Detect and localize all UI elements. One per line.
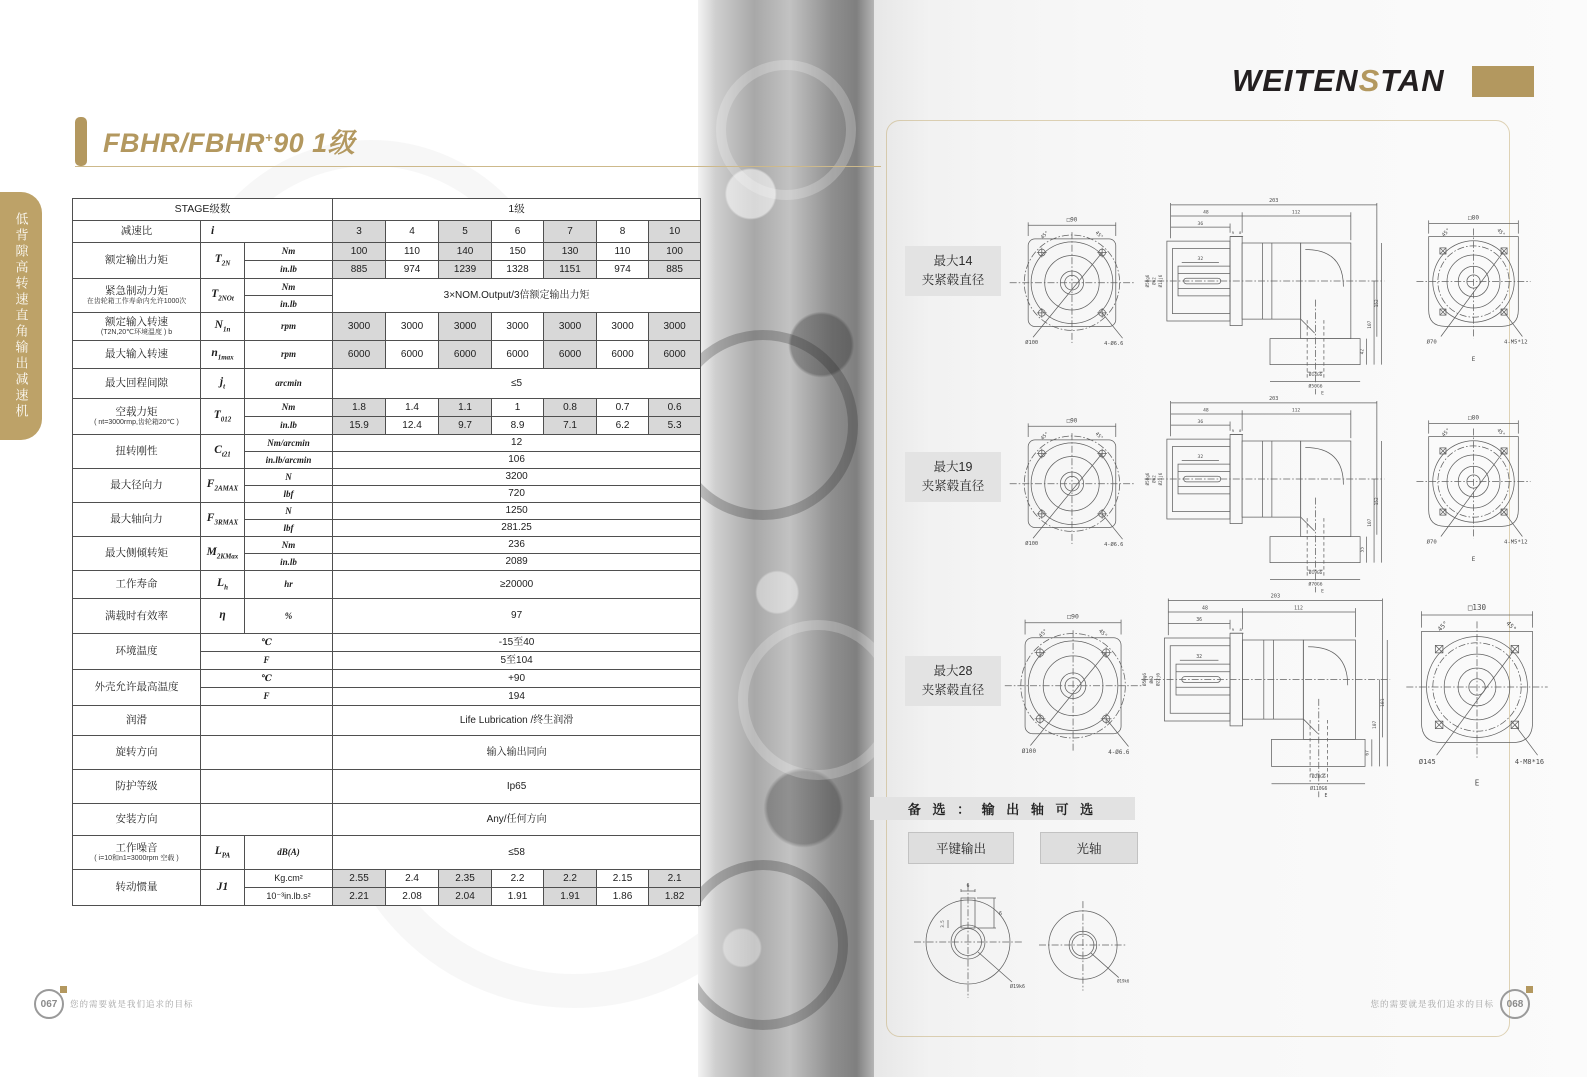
svg-text:45°: 45° [1495,427,1507,439]
row-unit: ℃ [201,634,333,652]
clamp-size-label [905,246,1001,296]
row-unit: lbf [245,486,333,503]
data-value: 2.21 [333,888,386,906]
svg-text:E: E [1321,589,1324,595]
data-value: 0.7 [597,399,649,417]
row-unit: Kg.cm² [245,870,333,888]
row-unit: in.lb [245,261,333,279]
svg-text:36: 36 [1197,419,1204,425]
span-value: Life Lubrication /终生润滑 [333,706,701,736]
data-value: 9.7 [439,417,492,435]
data-value: 6000 [492,341,544,369]
clamp-size-label [905,452,1001,502]
row-unit: in.lb [245,417,333,435]
svg-text:8: 8 [1239,429,1242,434]
row-label-text: 旋转方向 [115,746,158,759]
svg-text:36: 36 [1197,221,1204,227]
row-label-note: ( nt=3000rmp,齿轮箱20℃ ) [94,419,179,426]
data-value: 1328 [492,261,544,279]
span-value: Ip65 [333,770,701,804]
page-number-right: 068 [1500,989,1530,1019]
span-value: +90 [333,670,701,688]
svg-text:45°: 45° [1504,620,1518,634]
row-label-text: 额定输入转速 [105,315,168,328]
svg-text:Ø50g6: Ø50g6 [1143,673,1149,687]
row-label-text: 空载力矩 [115,405,158,418]
data-value: 974 [386,261,439,279]
data-value: 0.6 [649,399,701,417]
span-value: 106 [333,452,701,469]
svg-text:E: E [1471,355,1476,363]
ratio-value: 4 [386,221,439,243]
span-value: 12 [333,435,701,452]
svg-text:45°: 45° [1038,628,1050,640]
clamp-size-line1: 最大14 [933,253,973,268]
row-label-note: 在齿轮箱工作寿命内允许1000次 [86,298,187,305]
svg-text:4-Ø6.6: 4-Ø6.6 [1104,541,1124,548]
plain-shaft-drawing [1026,880,1148,995]
data-value: 1.1 [439,399,492,417]
svg-text:45°: 45° [1039,431,1051,442]
row-symbol: $j_t$ [201,369,245,399]
data-value: 3000 [386,313,439,341]
rear-view-drawing [1376,586,1578,798]
data-value: 6000 [333,341,386,369]
svg-text:□90: □90 [1066,418,1078,425]
data-value: 885 [333,261,386,279]
ratio-value: 6 [492,221,544,243]
svg-text:42: 42 [1360,348,1366,355]
svg-text:Ø62: Ø62 [1151,277,1157,285]
row-label-text: 工作噪音 [115,841,158,854]
ratio-symbol: i [201,221,333,243]
svg-text:9: 9 [1231,231,1234,236]
data-value: 1.8 [333,399,386,417]
span-value: ≤5 [333,369,701,399]
row-unit: lbf [245,520,333,537]
svg-text:67: 67 [1365,750,1371,756]
row-symbol: J1 [201,870,245,906]
row-symbol: $N_{1n}$ [201,313,245,341]
span-value: ≤58 [333,836,701,870]
svg-text:107: 107 [1367,518,1373,527]
clamp-size-line1: 最大19 [933,459,973,474]
span-value: Any/任何方向 [333,804,701,836]
row-label-text: 润滑 [126,714,147,727]
clamp-size-label [905,656,1001,706]
span-value: ≥20000 [333,571,701,599]
svg-text:45°: 45° [1039,230,1051,241]
footer-gold-dot [1526,986,1533,993]
data-value: 100 [649,243,701,261]
clamp-size-line2: 夹紧毂直径 [921,479,985,493]
data-value: 1.82 [649,888,701,906]
svg-text:32: 32 [1196,654,1203,660]
data-value: 7.1 [544,417,597,435]
footer-slogan-right: 您的需要就是我们追求的目标 [1370,999,1494,1009]
svg-text:Ø100: Ø100 [1025,541,1039,548]
data-value: 2.08 [386,888,439,906]
svg-text:E: E [1321,391,1324,397]
data-value: 110 [386,243,439,261]
page-title-sup: + [264,130,274,145]
span-value: 1250 [333,503,701,520]
row-unit: N [245,469,333,486]
svg-text:32: 32 [1197,257,1204,263]
row-unit: ℃ [201,670,333,688]
front-view-drawing [998,199,1144,350]
svg-text:3.5: 3.5 [940,920,945,928]
svg-text:8: 8 [1239,626,1242,632]
svg-text:Ø19k6: Ø19k6 [1117,978,1130,984]
row-unit: 10⁻³in.lb.s² [245,888,333,906]
data-value: 6000 [386,341,439,369]
svg-text:32: 32 [1197,455,1204,461]
logo-part2: TAN [1380,63,1445,98]
ratio-value: 10 [649,221,701,243]
svg-text:203: 203 [1269,198,1279,205]
rear-view-drawing [1392,400,1555,571]
svg-text:Ø28G6: Ø28G6 [1311,774,1326,780]
data-value: 6000 [649,341,701,369]
svg-text:□90: □90 [1067,612,1079,621]
output-shaft-options-header: 备 选 ： 输 出 轴 可 选 [870,797,1135,820]
page-title-rest: 90 1级 [273,128,356,158]
data-value: 110 [597,243,649,261]
svg-text:45°: 45° [1495,227,1507,239]
span-value: 3200 [333,469,701,486]
data-value: 3000 [492,313,544,341]
svg-text:E: E [1324,794,1328,800]
data-value: 150 [492,243,544,261]
svg-text:4-Ø6.6: 4-Ø6.6 [1108,749,1130,756]
row-symbol: η [201,599,245,634]
data-value: 2.15 [597,870,649,888]
side-section-drawing [1126,388,1388,594]
row-label-note: ( i=10和n1=3000rpm 空载 ) [94,855,179,862]
svg-text:Ø14j6: Ø14j6 [1158,274,1164,288]
svg-text:Ø21j6: Ø21j6 [1158,472,1164,486]
svg-text:203: 203 [1269,396,1279,403]
ratio-value: 8 [597,221,649,243]
ratio-value: 3 [333,221,386,243]
svg-text:Ø100: Ø100 [1021,748,1036,755]
row-unit: N [245,503,333,520]
stage-value-header: 1级 [333,199,701,221]
row-label-text: 满载时有效率 [105,609,168,622]
data-value: 3000 [439,313,492,341]
row-unit: in.lb [245,554,333,571]
row-label-text: 最大回程间隙 [105,377,168,390]
row-symbol: $F_{3RMAX}$ [201,503,245,537]
row-label-text: 最大轴向力 [110,513,163,526]
data-value: 6000 [544,341,597,369]
row-unit: Nm [245,399,333,417]
row-symbol: $T_{2NOt}$ [201,279,245,313]
svg-text:Ø50G6: Ø50G6 [1308,384,1323,390]
row-symbol: $F_{2AMAX}$ [201,469,245,503]
ratio-value: 5 [439,221,492,243]
svg-text:112: 112 [1291,408,1301,414]
svg-text:112: 112 [1291,210,1301,216]
svg-text:45°: 45° [1093,431,1105,442]
svg-text:8: 8 [1239,231,1242,236]
stage-header: STAGE级数 [73,199,333,221]
svg-text:45°: 45° [1097,628,1109,640]
svg-text:Ø70: Ø70 [1426,339,1437,346]
data-value: 6000 [597,341,649,369]
side-section-drawing [1122,585,1394,799]
svg-text:□80: □80 [1467,214,1480,222]
svg-text:E: E [1474,778,1480,788]
row-symbol: $L_h$ [201,571,245,599]
footer-left [34,989,194,1019]
row-label-text: 安装方向 [115,813,158,826]
span-value: 5至104 [333,652,701,670]
row-label-text: 最大径向力 [110,479,163,492]
footer-slogan-left: 您的需要就是我们追求的目标 [70,999,194,1009]
svg-text:Ø110G6: Ø110G6 [1310,786,1328,792]
data-value: 885 [649,261,701,279]
svg-text:152: 152 [1375,299,1381,308]
data-value: 2.1 [649,870,701,888]
svg-text:203: 203 [1270,593,1281,600]
svg-text:4-M5*12: 4-M5*12 [1504,339,1528,346]
svg-text:Ø145: Ø145 [1418,758,1436,767]
clamp-size-line2: 夹紧毂直径 [921,273,985,287]
data-value: 2.55 [333,870,386,888]
row-symbol: $L_{PA}$ [201,836,245,870]
data-value: 3000 [597,313,649,341]
span-value: 720 [333,486,701,503]
row-unit: rpm [245,341,333,369]
svg-text:6: 6 [966,883,970,889]
row-label-text: 外壳允许最高温度 [94,681,179,694]
data-value: 1.4 [386,399,439,417]
data-value: 5.3 [649,417,701,435]
data-value: 3000 [333,313,386,341]
data-value: 3000 [649,313,701,341]
row-unit: in.lb [245,296,333,313]
svg-text:107: 107 [1373,720,1379,730]
svg-text:4-M5*12: 4-M5*12 [1504,539,1528,546]
row-label-text: 转动惯量 [115,881,158,894]
clamp-size-line2: 夹紧毂直径 [921,683,985,697]
data-value: 2.35 [439,870,492,888]
svg-text:9: 9 [1231,429,1234,434]
row-label-text: 工作寿命 [115,578,158,591]
svg-text:Ø70G6: Ø70G6 [1308,582,1323,588]
svg-text:48: 48 [1203,210,1209,216]
ratio-label: 减速比 [73,221,201,243]
svg-text:45°: 45° [1440,427,1452,439]
side-section-drawing [1126,190,1388,396]
row-unit: arcmin [245,369,333,399]
data-value: 15.9 [333,417,386,435]
row-symbol: $n_{1max}$ [201,341,245,369]
svg-text:6: 6 [999,911,1003,917]
footer-right [1280,989,1530,1019]
ratio-value: 7 [544,221,597,243]
option-plain-shaft: 光轴 [1040,832,1138,864]
svg-text:Ø70: Ø70 [1426,539,1437,546]
svg-text:152: 152 [1375,497,1381,506]
svg-text:Ø62: Ø62 [1151,475,1157,483]
svg-text:□130: □130 [1467,602,1487,612]
data-value: 2.04 [439,888,492,906]
svg-text:Ø19k6: Ø19k6 [1010,984,1026,990]
span-value: 236 [333,537,701,554]
row-label-text: 环境温度 [115,645,158,658]
option-keyed-output: 平键输出 [908,832,1014,864]
merged-value: 3×NOM.Output/3倍额定输出力矩 [333,279,701,313]
row-unit: rpm [245,313,333,341]
svg-text:45°: 45° [1436,620,1450,634]
svg-text:E: E [1471,555,1476,563]
svg-text:48: 48 [1203,408,1209,414]
logo-part1: WEITEN [1232,63,1359,98]
span-value: 2089 [333,554,701,571]
row-label-text: 紧急制动力矩 [105,284,168,297]
row-unit: hr [245,571,333,599]
span-value: 97 [333,599,701,634]
data-value: 6000 [439,341,492,369]
row-unit: in.lb/arcmin [245,452,333,469]
svg-text:45°: 45° [1440,227,1452,239]
row-unit: Nm [245,243,333,261]
row-unit: Nm [245,537,333,554]
row-label-text: 额定输出力矩 [105,254,168,267]
span-value: 194 [333,688,701,706]
data-value: 1 [492,399,544,417]
row-label-text: 最大侧倾转矩 [105,547,168,560]
data-value: 12.4 [386,417,439,435]
footer-gold-dot [60,986,67,993]
data-value: 1.86 [597,888,649,906]
span-value: 输入输出同向 [333,736,701,770]
svg-text:9: 9 [1231,626,1235,632]
sidebar-category-label: 低背隙高转速直角输出减速机 [13,212,29,420]
svg-text:107: 107 [1367,320,1373,329]
data-value: 0.8 [544,399,597,417]
row-symbol: $T_{2N}$ [201,243,245,279]
row-label-text: 扭转刚性 [115,445,158,458]
svg-text:□90: □90 [1066,217,1078,224]
svg-text:48: 48 [1202,606,1208,612]
data-value: 140 [439,243,492,261]
svg-text:4-Ø6.6: 4-Ø6.6 [1104,340,1124,347]
svg-text:181: 181 [1380,698,1386,707]
data-value: 1.91 [544,888,597,906]
svg-text:55: 55 [1360,546,1366,553]
page-title-main: FBHR/FBHR [103,128,265,158]
front-view-drawing [998,400,1144,551]
data-value: 2.4 [386,870,439,888]
data-value: 1151 [544,261,597,279]
svg-text:Ø62: Ø62 [1149,675,1155,684]
row-label-note: (T2N,20℃环境温度 ) b [100,329,173,336]
svg-text:Ø14G6: Ø14G6 [1308,372,1323,378]
row-symbol: $M_{2KMax}$ [201,537,245,571]
row-unit: Nm [245,279,333,296]
svg-text:36: 36 [1196,618,1203,624]
svg-text:45°: 45° [1093,230,1105,241]
page-number-left: 067 [34,989,64,1019]
svg-text:Ø22j6: Ø22j6 [1156,673,1162,687]
span-value: -15至40 [333,634,701,652]
svg-text:Ø50g6: Ø50g6 [1145,274,1151,288]
data-value: 1.91 [492,888,544,906]
data-value: 1239 [439,261,492,279]
data-value: 130 [544,243,597,261]
svg-text:112: 112 [1294,606,1303,612]
row-unit: F [201,652,333,670]
data-value: 974 [597,261,649,279]
logo-accent-s: S [1358,63,1381,98]
row-unit: dB(A) [245,836,333,870]
row-label-text: 最大输入转速 [105,348,168,361]
clamp-size-line1: 最大28 [933,663,973,678]
row-symbol: $C_{t21}$ [201,435,245,469]
rear-view-drawing [1392,200,1555,371]
row-label-text: 防护等级 [115,780,158,793]
svg-text:□80: □80 [1467,414,1480,422]
row-unit: % [245,599,333,634]
svg-text:Ø50g6: Ø50g6 [1145,472,1151,486]
data-value: 2.2 [492,870,544,888]
data-value: 2.2 [544,870,597,888]
row-unit: Nm/arcmin [245,435,333,452]
svg-text:4-M8*16: 4-M8*16 [1514,758,1545,767]
data-value: 8.9 [492,417,544,435]
data-value: 6.2 [597,417,649,435]
svg-text:Ø19G6: Ø19G6 [1308,570,1323,576]
data-value: 100 [333,243,386,261]
row-unit: F [201,688,333,706]
svg-text:Ø100: Ø100 [1025,340,1039,347]
row-symbol: $T_{012}$ [201,399,245,435]
span-value: 281.25 [333,520,701,537]
data-value: 3000 [544,313,597,341]
